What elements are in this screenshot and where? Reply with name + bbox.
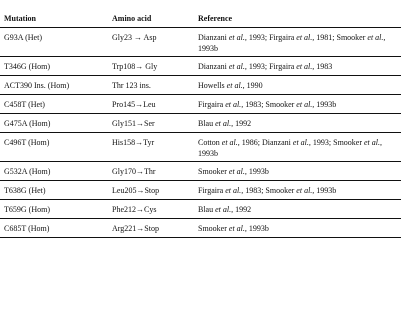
header-amino-acid: Amino acid bbox=[108, 9, 194, 28]
cell-amino-acid: Thr 123 ins. bbox=[108, 76, 194, 95]
cell-mutation: G475A (Hom) bbox=[0, 114, 108, 133]
table-row bbox=[0, 133, 401, 162]
header-mutation: Mutation bbox=[0, 9, 108, 28]
cell-amino-acid: Pro145→Leu bbox=[108, 95, 194, 114]
cell-mutation: C685T (Hom) bbox=[0, 219, 108, 238]
header-reference: Reference bbox=[194, 9, 401, 28]
cell-reference: Firgaira et al., 1983; Smooker et al., 1993b bbox=[194, 95, 401, 114]
cell-reference: Firgaira et al., 1983; Smooker et al., 1993b bbox=[194, 181, 401, 200]
table-row bbox=[0, 28, 401, 57]
cell-amino-acid: Leu205→Stop bbox=[108, 181, 194, 200]
cell-amino-acid: His158→Tyr bbox=[108, 133, 194, 162]
cell-reference: Smooker et al., 1993b bbox=[194, 162, 401, 181]
table-row bbox=[0, 181, 401, 200]
cell-reference: Howells et al., 1990 bbox=[194, 76, 401, 95]
table-row bbox=[0, 57, 401, 76]
cell-amino-acid: Gly23 → Asp bbox=[108, 28, 194, 57]
cell-reference: Dianzani et al., 1993; Firgaira et al., 1983 bbox=[194, 57, 401, 76]
cell-reference: Dianzani et al., 1993; Firgaira et al., 1981; Smooker et al., 1993b bbox=[194, 28, 401, 57]
cell-reference: Smooker et al., 1993b bbox=[194, 219, 401, 238]
cell-mutation: C496T (Hom) bbox=[0, 133, 108, 162]
table-row bbox=[0, 95, 401, 114]
mutation-table bbox=[0, 9, 401, 238]
table-row bbox=[0, 162, 401, 181]
cell-amino-acid: Gly151→Ser bbox=[108, 114, 194, 133]
table-row bbox=[0, 76, 401, 95]
cell-amino-acid: Trp108→ Gly bbox=[108, 57, 194, 76]
cell-mutation: ACT390 Ins. (Hom) bbox=[0, 76, 108, 95]
cell-mutation: G532A (Hom) bbox=[0, 162, 108, 181]
cell-amino-acid: Gly170→Thr bbox=[108, 162, 194, 181]
cell-mutation: G93A (Het) bbox=[0, 28, 108, 57]
cell-mutation: T638G (Het) bbox=[0, 181, 108, 200]
cell-mutation: T346G (Hom) bbox=[0, 57, 108, 76]
cell-amino-acid: Phe212→Cys bbox=[108, 200, 194, 219]
table-row bbox=[0, 219, 401, 238]
cell-mutation: C458T (Het) bbox=[0, 95, 108, 114]
table-row bbox=[0, 114, 401, 133]
cell-reference: Blau et al., 1992 bbox=[194, 200, 401, 219]
cell-amino-acid: Arg221→Stop bbox=[108, 219, 194, 238]
cell-mutation: T659G (Hom) bbox=[0, 200, 108, 219]
table-row bbox=[0, 200, 401, 219]
cell-reference: Blau et al., 1992 bbox=[194, 114, 401, 133]
cell-reference: Cotton et al., 1986; Dianzani et al., 1993; Smooker et al., 1993b bbox=[194, 133, 401, 162]
table-header-row bbox=[0, 9, 401, 28]
